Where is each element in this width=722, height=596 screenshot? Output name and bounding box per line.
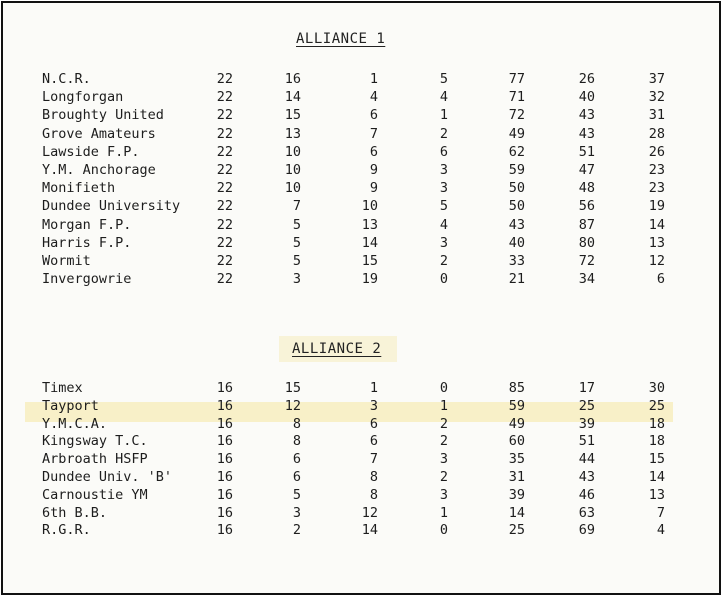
goals-for-cell: 60 xyxy=(508,433,525,450)
lost-cell: 8 xyxy=(369,469,378,485)
goals-against-cell: 46 xyxy=(578,486,595,503)
goals-against-cell: 44 xyxy=(578,451,595,468)
drawn-cell: 0 xyxy=(439,271,448,288)
goals-against-cell: 69 xyxy=(578,522,595,539)
points-cell: 30 xyxy=(648,380,665,396)
played-cell: 16 xyxy=(216,451,233,468)
points-cell: 23 xyxy=(648,180,665,197)
played-cell: 22 xyxy=(216,143,233,160)
drawn-cell: 2 xyxy=(439,415,448,432)
points-cell: 18 xyxy=(648,433,665,450)
goals-against-cell: 34 xyxy=(578,271,595,288)
team-name-cell: Dundee Univ. 'B' xyxy=(42,469,173,485)
drawn-cell: 1 xyxy=(439,397,448,414)
played-cell: 22 xyxy=(216,271,233,288)
lost-cell: 9 xyxy=(369,180,378,197)
team-name-cell: 6th B.B. xyxy=(42,504,108,521)
played-cell: 22 xyxy=(216,253,233,269)
goals-for-cell: 14 xyxy=(508,504,525,521)
goals-against-cell: 43 xyxy=(578,107,595,124)
drawn-cell: 3 xyxy=(439,162,448,178)
table-row xyxy=(3,107,719,127)
lost-cell: 4 xyxy=(369,89,378,106)
lost-cell: 1 xyxy=(369,71,378,87)
won-cell: 8 xyxy=(292,415,301,432)
goals-against-cell: 63 xyxy=(578,504,595,521)
goals-for-cell: 59 xyxy=(508,397,525,414)
played-cell: 16 xyxy=(216,433,233,450)
team-name-cell: Lawside F.P. xyxy=(42,143,140,160)
goals-for-cell: 35 xyxy=(508,451,525,468)
lost-cell: 6 xyxy=(369,433,378,450)
goals-for-cell: 85 xyxy=(508,380,525,396)
played-cell: 22 xyxy=(216,125,233,142)
lost-cell: 3 xyxy=(369,397,378,414)
won-cell: 15 xyxy=(284,107,301,124)
goals-for-cell: 31 xyxy=(508,469,525,485)
won-cell: 5 xyxy=(292,234,301,251)
played-cell: 22 xyxy=(216,198,233,215)
drawn-cell: 4 xyxy=(439,89,448,106)
goals-for-cell: 77 xyxy=(508,71,525,87)
won-cell: 5 xyxy=(292,216,301,233)
goals-against-cell: 87 xyxy=(578,216,595,233)
goals-against-cell: 80 xyxy=(578,234,595,251)
points-cell: 28 xyxy=(648,125,665,142)
goals-against-cell: 40 xyxy=(578,89,595,106)
goals-for-cell: 39 xyxy=(508,486,525,503)
won-cell: 13 xyxy=(284,125,301,142)
team-name-cell: Timex xyxy=(42,380,83,396)
won-cell: 14 xyxy=(284,89,301,106)
drawn-cell: 0 xyxy=(439,522,448,539)
points-cell: 7 xyxy=(656,504,665,521)
played-cell: 22 xyxy=(216,162,233,178)
points-cell: 15 xyxy=(648,451,665,468)
team-name-cell: Y.M. Anchorage xyxy=(42,162,156,178)
won-cell: 8 xyxy=(292,433,301,450)
goals-against-cell: 39 xyxy=(578,415,595,432)
points-cell: 18 xyxy=(648,415,665,432)
points-cell: 37 xyxy=(648,71,665,87)
table-row xyxy=(3,522,719,542)
goals-against-cell: 72 xyxy=(578,253,595,269)
played-cell: 22 xyxy=(216,107,233,124)
played-cell: 16 xyxy=(216,397,233,414)
won-cell: 12 xyxy=(284,397,301,414)
team-name-cell: Invergowrie xyxy=(42,271,132,288)
points-cell: 25 xyxy=(648,397,665,414)
goals-against-cell: 47 xyxy=(578,162,595,178)
lost-cell: 15 xyxy=(361,253,378,269)
drawn-cell: 3 xyxy=(439,180,448,197)
points-cell: 6 xyxy=(656,271,665,288)
table-row xyxy=(3,71,719,91)
table-row xyxy=(3,253,719,273)
lost-cell: 8 xyxy=(369,486,378,503)
points-cell: 14 xyxy=(648,216,665,233)
table-row xyxy=(3,235,719,255)
drawn-cell: 2 xyxy=(439,433,448,450)
drawn-cell: 5 xyxy=(439,71,448,87)
goals-for-cell: 43 xyxy=(508,216,525,233)
won-cell: 5 xyxy=(292,486,301,503)
table-row xyxy=(3,180,719,200)
won-cell: 6 xyxy=(292,451,301,468)
goals-for-cell: 72 xyxy=(508,107,525,124)
team-name-cell: Carnoustie YM xyxy=(42,486,148,503)
table-row xyxy=(3,144,719,164)
drawn-cell: 5 xyxy=(439,198,448,215)
played-cell: 22 xyxy=(216,234,233,251)
goals-against-cell: 43 xyxy=(578,469,595,485)
goals-for-cell: 25 xyxy=(508,522,525,539)
team-name-cell: N.C.R. xyxy=(42,71,91,87)
lost-cell: 6 xyxy=(369,143,378,160)
team-name-cell: Monifieth xyxy=(42,180,116,197)
team-name-cell: Y.M.C.A. xyxy=(42,415,108,432)
points-cell: 14 xyxy=(648,469,665,485)
goals-for-cell: 49 xyxy=(508,415,525,432)
played-cell: 22 xyxy=(216,216,233,233)
alliance-1-heading: ALLIANCE 1 xyxy=(296,31,386,47)
table-row xyxy=(3,198,719,218)
goals-for-cell: 50 xyxy=(508,180,525,197)
lost-cell: 7 xyxy=(369,125,378,142)
lost-cell: 14 xyxy=(361,522,378,539)
played-cell: 16 xyxy=(216,486,233,503)
played-cell: 16 xyxy=(216,504,233,521)
lost-cell: 10 xyxy=(361,198,378,215)
points-cell: 26 xyxy=(648,143,665,160)
drawn-cell: 1 xyxy=(439,504,448,521)
goals-for-cell: 59 xyxy=(508,162,525,178)
lost-cell: 1 xyxy=(369,380,378,396)
won-cell: 16 xyxy=(284,71,301,87)
goals-against-cell: 17 xyxy=(578,380,595,396)
team-name-cell: Longforgan xyxy=(42,89,124,106)
played-cell: 22 xyxy=(216,180,233,197)
played-cell: 22 xyxy=(216,89,233,106)
goals-for-cell: 49 xyxy=(508,125,525,142)
won-cell: 10 xyxy=(284,162,301,178)
lost-cell: 6 xyxy=(369,415,378,432)
lost-cell: 9 xyxy=(369,162,378,178)
played-cell: 16 xyxy=(216,522,233,539)
table-row xyxy=(3,126,719,146)
drawn-cell: 3 xyxy=(439,486,448,503)
played-cell: 16 xyxy=(216,415,233,432)
won-cell: 5 xyxy=(292,253,301,269)
team-name-cell: Arbroath HSFP xyxy=(42,451,148,468)
won-cell: 3 xyxy=(292,504,301,521)
goals-for-cell: 21 xyxy=(508,271,525,288)
played-cell: 16 xyxy=(216,380,233,396)
drawn-cell: 3 xyxy=(439,451,448,468)
team-name-cell: R.G.R. xyxy=(42,522,91,539)
drawn-cell: 0 xyxy=(439,380,448,396)
alliance-2-heading: ALLIANCE 2 xyxy=(292,341,382,357)
lost-cell: 13 xyxy=(361,216,378,233)
table-row xyxy=(3,217,719,237)
lost-cell: 6 xyxy=(369,107,378,124)
won-cell: 15 xyxy=(284,380,301,396)
goals-against-cell: 56 xyxy=(578,198,595,215)
goals-against-cell: 51 xyxy=(578,143,595,160)
goals-for-cell: 71 xyxy=(508,89,525,106)
goals-against-cell: 43 xyxy=(578,125,595,142)
team-name-cell: Kingsway T.C. xyxy=(42,433,148,450)
drawn-cell: 2 xyxy=(439,253,448,269)
drawn-cell: 1 xyxy=(439,107,448,124)
team-name-cell: Broughty United xyxy=(42,107,164,124)
lost-cell: 12 xyxy=(361,504,378,521)
table-row xyxy=(3,162,719,182)
team-name-cell: Dundee University xyxy=(42,198,181,215)
points-cell: 12 xyxy=(648,253,665,269)
won-cell: 2 xyxy=(292,522,301,539)
lost-cell: 19 xyxy=(361,271,378,288)
team-name-cell: Grove Amateurs xyxy=(42,125,156,142)
drawn-cell: 3 xyxy=(439,234,448,251)
team-name-cell: Tayport xyxy=(42,397,99,414)
goals-against-cell: 51 xyxy=(578,433,595,450)
lost-cell: 14 xyxy=(361,234,378,251)
goals-for-cell: 33 xyxy=(508,253,525,269)
won-cell: 7 xyxy=(292,198,301,215)
goals-for-cell: 50 xyxy=(508,198,525,215)
team-name-cell: Harris F.P. xyxy=(42,234,132,251)
points-cell: 31 xyxy=(648,107,665,124)
won-cell: 10 xyxy=(284,180,301,197)
drawn-cell: 2 xyxy=(439,125,448,142)
points-cell: 13 xyxy=(648,234,665,251)
drawn-cell: 4 xyxy=(439,216,448,233)
played-cell: 16 xyxy=(216,469,233,485)
goals-against-cell: 26 xyxy=(578,71,595,87)
goals-against-cell: 25 xyxy=(578,397,595,414)
table-row xyxy=(3,271,719,291)
won-cell: 3 xyxy=(292,271,301,288)
goals-for-cell: 40 xyxy=(508,234,525,251)
document-page xyxy=(1,1,721,595)
won-cell: 6 xyxy=(292,469,301,485)
points-cell: 23 xyxy=(648,162,665,178)
played-cell: 22 xyxy=(216,71,233,87)
table-row xyxy=(3,89,719,109)
team-name-cell: Morgan F.P. xyxy=(42,216,132,233)
goals-against-cell: 48 xyxy=(578,180,595,197)
drawn-cell: 6 xyxy=(439,143,448,160)
won-cell: 10 xyxy=(284,143,301,160)
lost-cell: 7 xyxy=(369,451,378,468)
points-cell: 32 xyxy=(648,89,665,106)
team-name-cell: Wormit xyxy=(42,253,91,269)
points-cell: 13 xyxy=(648,486,665,503)
goals-for-cell: 62 xyxy=(508,143,525,160)
drawn-cell: 2 xyxy=(439,469,448,485)
points-cell: 19 xyxy=(648,198,665,215)
points-cell: 4 xyxy=(656,522,665,539)
